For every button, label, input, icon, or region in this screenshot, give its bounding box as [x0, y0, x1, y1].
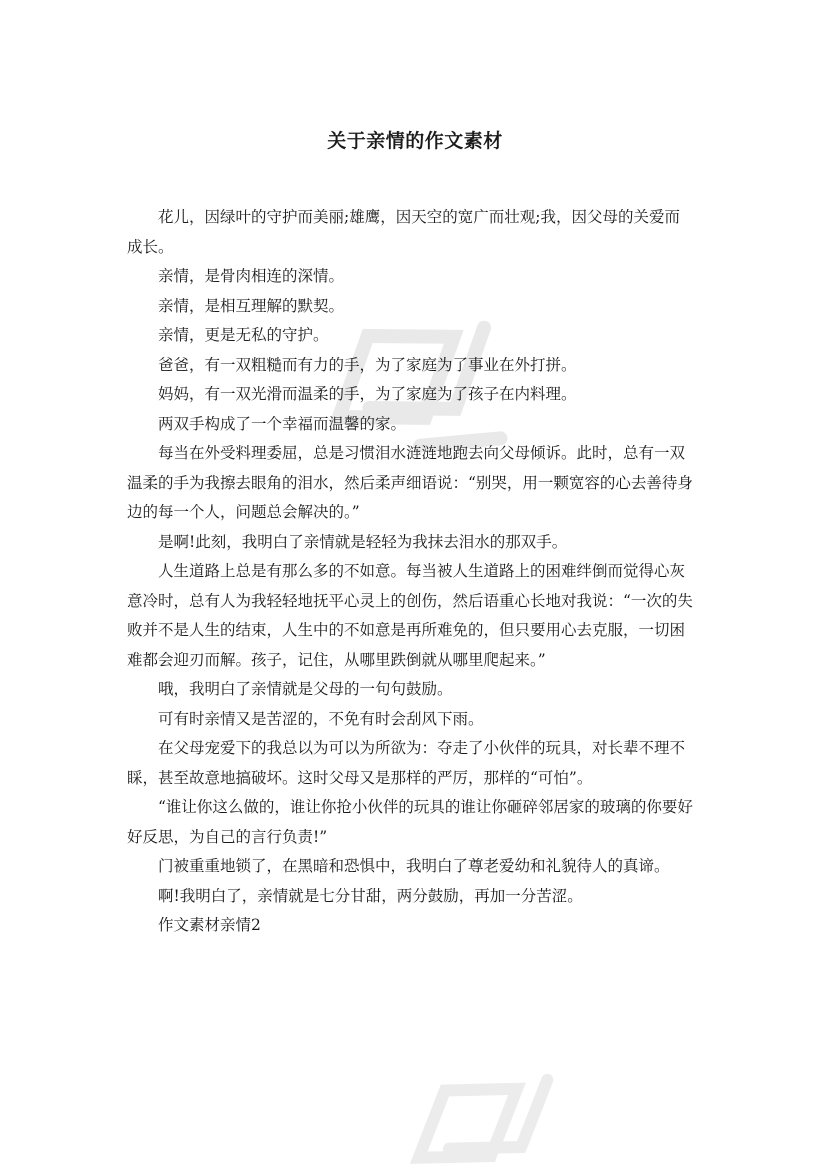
- document-body: [127, 203, 693, 941]
- paragraph: 在父母宠爱下的我总以为可以为所欲为：夺走了小伙伴的玩具，对长辈不理不睬，甚至故意地搞破坏。这时父母又是那样的严厉，那样的“可怕”。: [127, 739, 686, 787]
- paragraph: 花儿，因绿叶的守护而美丽;雄鹰，因天空的宽广而壮观;我，因父母的关爱而成长。: [127, 208, 680, 256]
- paragraph: 作文素材亲情2: [158, 916, 261, 934]
- paragraph: 啊!我明白了，亲情就是七分甘甜，两分鼓励，再加一分苦涩。: [158, 886, 583, 905]
- paragraph: 亲情，是骨肉相连的深情。: [158, 267, 345, 285]
- watermark-logo: [380, 1020, 600, 1174]
- paragraph: 人生道路上总是有那么多的不如意。每当被人生道路上的困难绊倒而觉得心灰意冷时，总有人为我轻轻地抚平心灵上的创伤，然后语重心长地对我说：“一次的失败并不是人生的结束，人生中的不如意是再所难免的，但只要用心去克服，一切困难都会迎刃而解。孩子，记住，从哪里跌倒就从哪里爬起来。”: [127, 562, 693, 669]
- paragraph: 门被重重地锁了，在黑暗和恐惧中，我明白了尊老爱幼和礼貌待人的真谛。: [158, 857, 670, 875]
- paragraph: 每当在外受料理委屈，总是习惯泪水涟涟地跑去向父母倾诉。此时，总有一双温柔的手为我擦去眼角的泪水，然后柔声细语说：“别哭，用一颗宽容的心去善待身边的每一个人，问题总会解决的。”: [127, 444, 693, 521]
- paragraph: 亲情，更是无私的守护。: [158, 326, 329, 344]
- paragraph: 爸爸，有一双粗糙而有力的手，为了家庭为了事业在外打拼。: [158, 355, 577, 374]
- paragraph: 妈妈，有一双光滑而温柔的手，为了家庭为了孩子在内料理。: [158, 385, 577, 403]
- paragraph: “谁让你这么做的，谁让你抢小伙伴的玩具的谁让你砸碎邻居家的玻璃的你要好好反思，为自己的言行负责!”: [127, 798, 693, 846]
- document-title: 关于亲情的作文素材: [327, 130, 503, 152]
- paragraph: 是啊!此刻，我明白了亲情就是轻轻为我抹去泪水的那双手。: [158, 532, 568, 551]
- paragraph: 哦，我明白了亲情就是父母的一句句鼓励。: [158, 680, 453, 698]
- paragraph: 可有时亲情又是苦涩的，不免有时会刮风下雨。: [158, 709, 484, 728]
- paragraph: 亲情，是相互理解的默契。: [158, 296, 345, 315]
- paragraph: 两双手构成了一个幸福而温馨的家。: [158, 414, 407, 433]
